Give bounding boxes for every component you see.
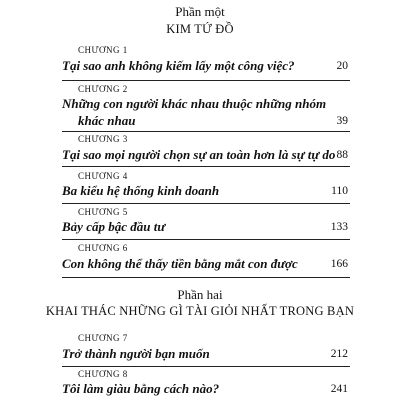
- chapter-label: CHƯƠNG 3: [78, 134, 128, 144]
- chapter-label: CHƯƠNG 1: [78, 45, 128, 55]
- chapter-title[interactable]: Bảy cấp bậc đầu tư: [62, 219, 166, 234]
- chapter-title-continuation[interactable]: khác nhau: [78, 113, 136, 128]
- chapter-label: CHƯƠNG 5: [78, 207, 128, 217]
- chapter-page-number: 166: [330, 258, 348, 270]
- chapter-page-number: 110: [331, 185, 348, 197]
- chapter-title[interactable]: Tại sao anh không kiếm lấy một công việc?: [62, 58, 295, 73]
- chapter-title[interactable]: Trở thành người bạn muốn: [62, 346, 210, 361]
- chapter-title[interactable]: Con không thể thấy tiền bằng mắt con được: [62, 256, 298, 271]
- divider: [62, 277, 350, 278]
- divider: [62, 239, 350, 240]
- chapter-page-number: 20: [336, 60, 348, 72]
- chapter-page-number: 212: [330, 348, 348, 360]
- chapter-label: CHƯƠNG 7: [78, 333, 128, 343]
- chapter-label: CHƯƠNG 4: [78, 171, 128, 181]
- part-one-title: KIM TỨ ĐỒ: [166, 22, 234, 36]
- part-two-label: Phần hai: [177, 287, 223, 302]
- chapter-page-number: 39: [336, 115, 348, 127]
- divider: [62, 166, 350, 167]
- part-two-title: KHAI THÁC NHỮNG GÌ TÀI GIỎI NHẤT TRONG BẠN: [45, 304, 355, 318]
- chapter-page-number: 133: [330, 221, 348, 233]
- chapter-label: CHƯƠNG 2: [78, 84, 128, 94]
- chapter-title[interactable]: Tôi làm giàu bằng cách nào?: [62, 381, 220, 396]
- chapter-label: CHƯƠNG 8: [78, 369, 128, 379]
- part-one-label: Phần một: [175, 4, 225, 19]
- chapter-title[interactable]: Ba kiểu hệ thống kinh doanh: [62, 183, 220, 198]
- chapter-label: CHƯƠNG 6: [78, 243, 128, 253]
- chapter-title[interactable]: Tại sao mọi người chọn sự an toàn hơn là sự tự do: [62, 147, 336, 162]
- divider: [62, 366, 350, 367]
- divider: [62, 80, 350, 81]
- divider: [62, 131, 350, 132]
- chapter-page-number: 241: [330, 383, 348, 395]
- divider: [62, 203, 350, 204]
- chapter-title[interactable]: Những con người khác nhau thuộc những nhóm: [62, 96, 327, 111]
- chapter-page-number: 88: [336, 149, 348, 161]
